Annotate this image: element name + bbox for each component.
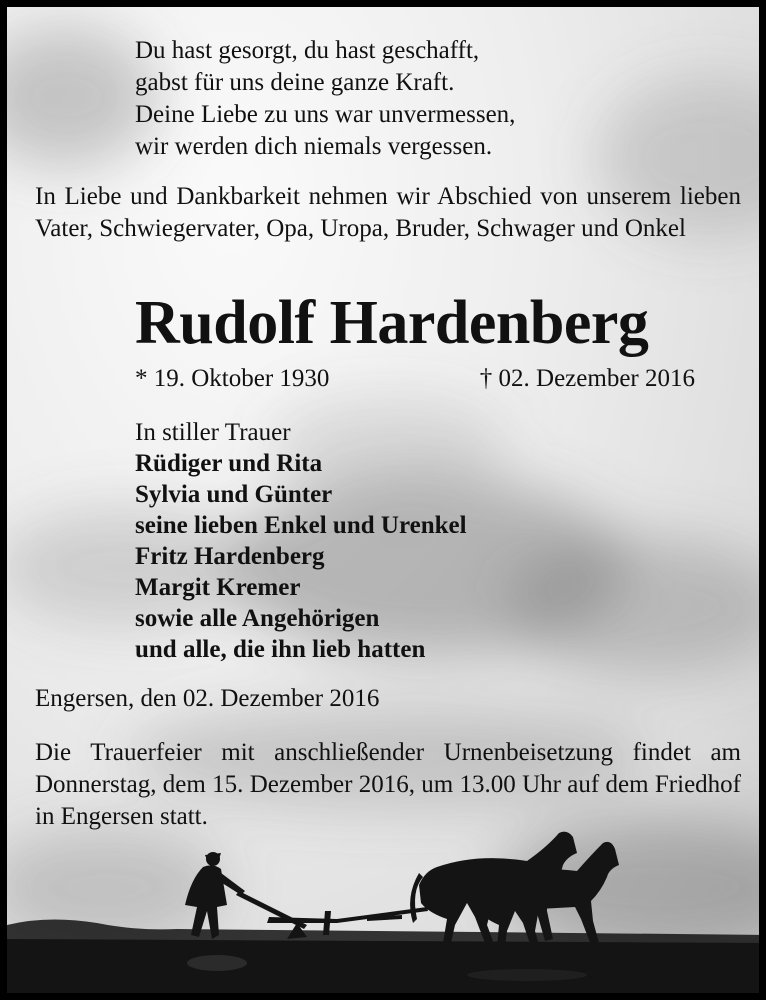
poem-line: wir werden dich niemals vergessen. <box>135 133 493 160</box>
mourner-name: seine lieben Enkel und Urenkel <box>135 512 467 539</box>
birth-date: * 19. Oktober 1930 <box>135 365 330 392</box>
poem-line: gabst für uns deine ganze Kraft. <box>135 69 455 96</box>
mourner-name: sowie alle Angehörigen <box>135 605 380 632</box>
place-and-date: Engersen, den 02. Dezember 2016 <box>35 685 380 712</box>
deceased-name: Rudolf Hardenberg <box>135 289 649 357</box>
death-date: † 02. Dezember 2016 <box>479 365 695 392</box>
mourner-name: und alle, die ihn lieb hatten <box>135 636 426 663</box>
mourners-list <box>135 417 467 665</box>
funeral-service-info: Die Trauerfeier mit anschließender Urnenbeisetzung findet am Donnerstag, dem 15. Dezember 2016, um 13.00 Uhr auf dem Friedhof in Engersen statt. <box>35 739 741 830</box>
farmer-silhouette <box>185 852 245 939</box>
mourner-name: Margit Kremer <box>135 574 301 601</box>
memorial-poem <box>135 35 515 163</box>
poem-line: Deine Liebe zu uns war unvermessen, <box>135 101 516 128</box>
mourner-name: Fritz Hardenberg <box>135 543 325 570</box>
field-silhouette <box>7 939 766 1000</box>
farewell-intro: In Liebe und Dankbarkeit nehmen wir Abschied von unserem lieben Vater, Schwiegervater, Opa, Uropa, Bruder, Schwager und Onkel <box>35 183 741 242</box>
mourner-name: Rüdiger und Rita <box>135 450 323 477</box>
mourning-intro: In stiller Trauer <box>135 419 291 446</box>
mourner-name: Sylvia und Günter <box>135 481 333 508</box>
poem-line: Du hast gesorgt, du hast geschafft, <box>135 37 480 64</box>
plowing-silhouette-image <box>7 807 766 1000</box>
